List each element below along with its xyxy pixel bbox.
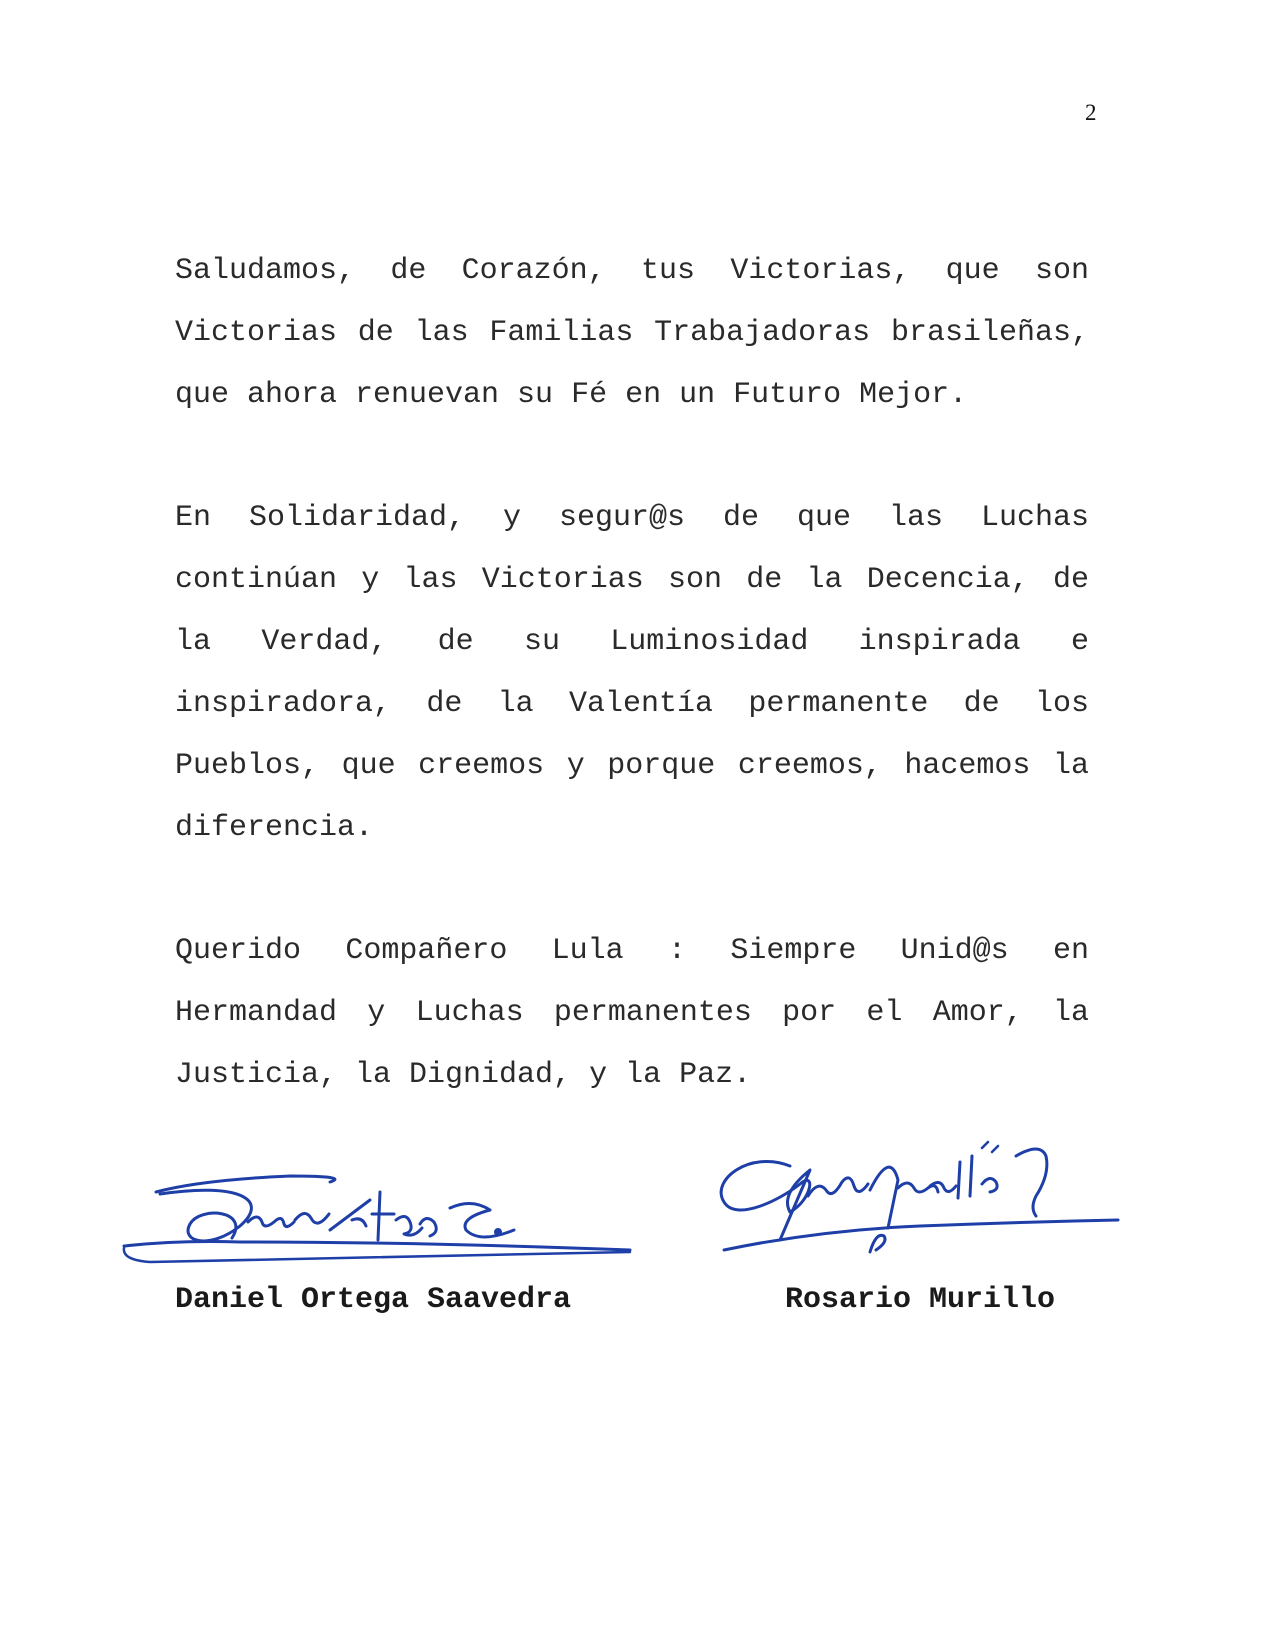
page-number: 2 xyxy=(1085,100,1097,125)
paragraph-solidarity: En Solidaridad, y segur@s de que las Luchas continúan y las Victorias son de la Decencia, de la Verdad, de su Luminosidad inspirada e inspiradora, de la Valentía permanente de los Pueblos, que creemos y porque creemos, hacemos la diferencia. xyxy=(175,501,1089,845)
signature-rosario-murillo xyxy=(720,1140,1140,1280)
signature-daniel-ortega xyxy=(120,1180,650,1280)
paragraph-greeting: Saludamos, de Corazón, tus Victorias, que son Victorias de las Familias Trabajadoras brasileñas, que ahora renuevan su Fé en un Futuro Mejor. xyxy=(175,254,1089,412)
paragraph-closing: Querido Compañero Lula : Siempre Unid@s en Hermandad y Luchas permanentes por el Amor, la Justicia, la Dignidad, y la Paz. xyxy=(175,934,1089,1092)
signer-name-left: Daniel Ortega Saavedra xyxy=(175,1283,572,1317)
signer-name-right: Rosario Murillo xyxy=(785,1283,1056,1317)
